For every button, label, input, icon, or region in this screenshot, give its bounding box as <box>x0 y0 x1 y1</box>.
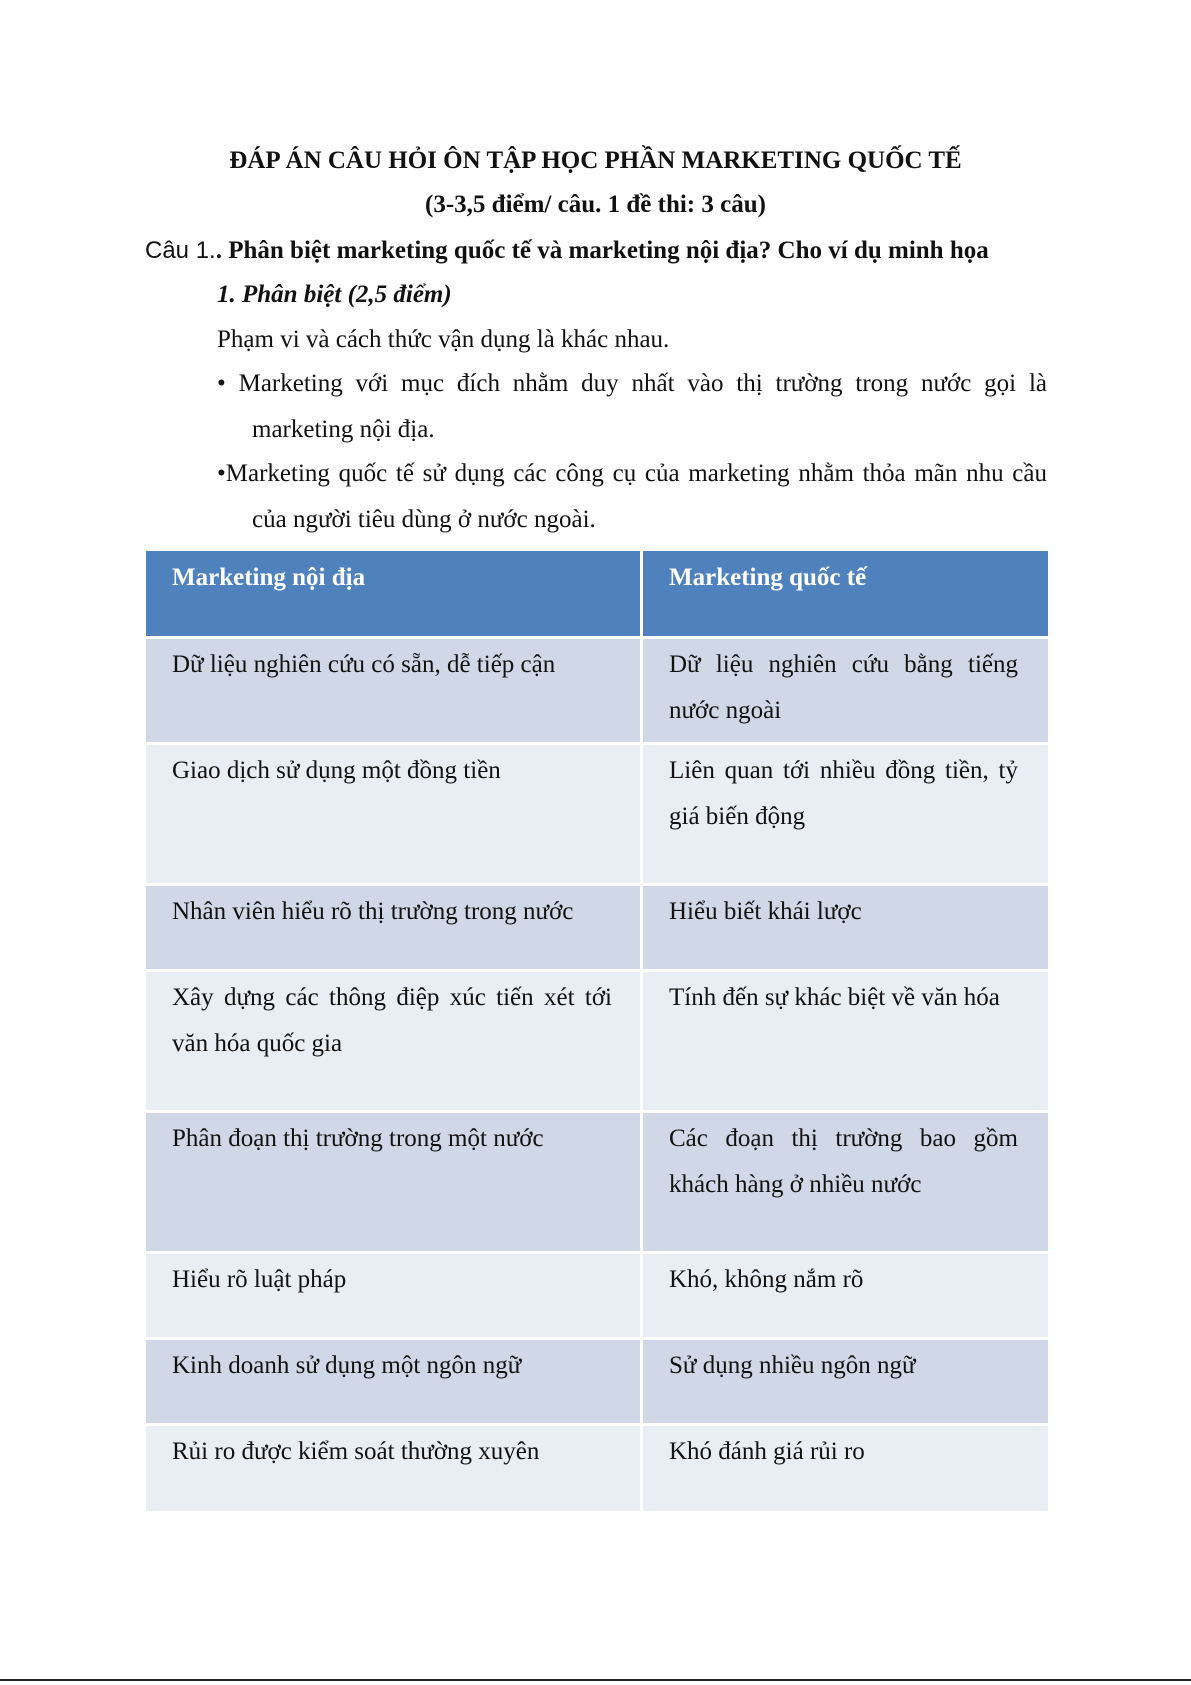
table-cell: Xây dựng các thông điệp xúc tiến xét tới văn hóa quốc gia <box>146 972 643 1110</box>
bullet-symbol: • <box>217 370 226 397</box>
table-cell: Dữ liệu nghiên cứu bằng tiếng nước ngoài <box>669 651 1018 724</box>
table-header-cell: Marketing nội địa <box>146 551 643 636</box>
bullet-text: Marketing quốc tế sử dụng các công cụ của marketing nhằm thỏa mãn nhu cầu của người tiêu dùng ở nước ngoài. <box>225 460 1047 533</box>
table-cell: Nhân viên hiểu rõ thị trường trong nước <box>146 886 643 969</box>
table-cell: Rủi ro được kiểm soát thường xuyên <box>146 1426 643 1511</box>
table-header-row <box>146 551 1048 639</box>
question-number: Câu 1. <box>145 237 216 264</box>
table-row <box>146 886 1048 972</box>
bullet-text: Marketing với mục đích nhằm duy nhất vào thị trường trong nước gọi là marketing nội địa. <box>238 370 1047 443</box>
table-row <box>146 1254 1048 1340</box>
bullet-item <box>217 361 1047 453</box>
table-cell: Kinh doanh sử dụng một ngôn ngữ <box>146 1340 643 1423</box>
table-row <box>146 745 1048 886</box>
document-subtitle: (3-3,5 điểm/ câu. 1 đề thi: 3 câu) <box>425 191 766 218</box>
document-title: ĐÁP ÁN CÂU HỎI ÔN TẬP HỌC PHẦN MARKETING QUỐC TẾ <box>229 147 962 174</box>
table-cell: Sử dụng nhiều ngôn ngữ <box>669 1352 916 1379</box>
table-row <box>146 1340 1048 1426</box>
table-row <box>146 972 1048 1113</box>
table-cell: Liên quan tới nhiều đồng tiền, tỷ giá biến động <box>669 757 1018 830</box>
bullet-item <box>217 451 1047 543</box>
table-row <box>146 1113 1048 1254</box>
question-heading <box>145 236 989 266</box>
table-cell: Khó đánh giá rủi ro <box>669 1438 865 1465</box>
section-heading: 1. Phân biệt (2,5 điểm) <box>217 281 452 308</box>
table-cell: Tính đến sự khác biệt về văn hóa <box>669 984 1000 1011</box>
table-cell: Các đoạn thị trường bao gồm khách hàng ở nhiều nước <box>669 1125 1018 1198</box>
table-cell: Hiểu biết khái lược <box>669 898 862 925</box>
bullet-symbol: • <box>217 460 226 487</box>
question-text: . Phân biệt marketing quốc tế và marketing nội địa? Cho ví dụ minh họa <box>215 237 989 264</box>
intro-paragraph: Phạm vi và cách thức vận dụng là khác nhau. <box>217 326 670 353</box>
table-header-cell: Marketing quốc tế <box>669 564 867 591</box>
table-row <box>146 1426 1048 1514</box>
page-bottom-rule <box>0 1679 1191 1681</box>
table-cell: Giao dịch sử dụng một đồng tiền <box>146 745 643 883</box>
table-cell: Hiểu rõ luật pháp <box>146 1254 643 1337</box>
table-cell: Khó, không nắm rõ <box>669 1266 864 1293</box>
comparison-table <box>146 551 1048 1514</box>
table-cell: Phân đoạn thị trường trong một nước <box>146 1113 643 1251</box>
table-row <box>146 639 1048 745</box>
table-cell: Dữ liệu nghiên cứu có sẵn, dễ tiếp cận <box>146 639 643 742</box>
